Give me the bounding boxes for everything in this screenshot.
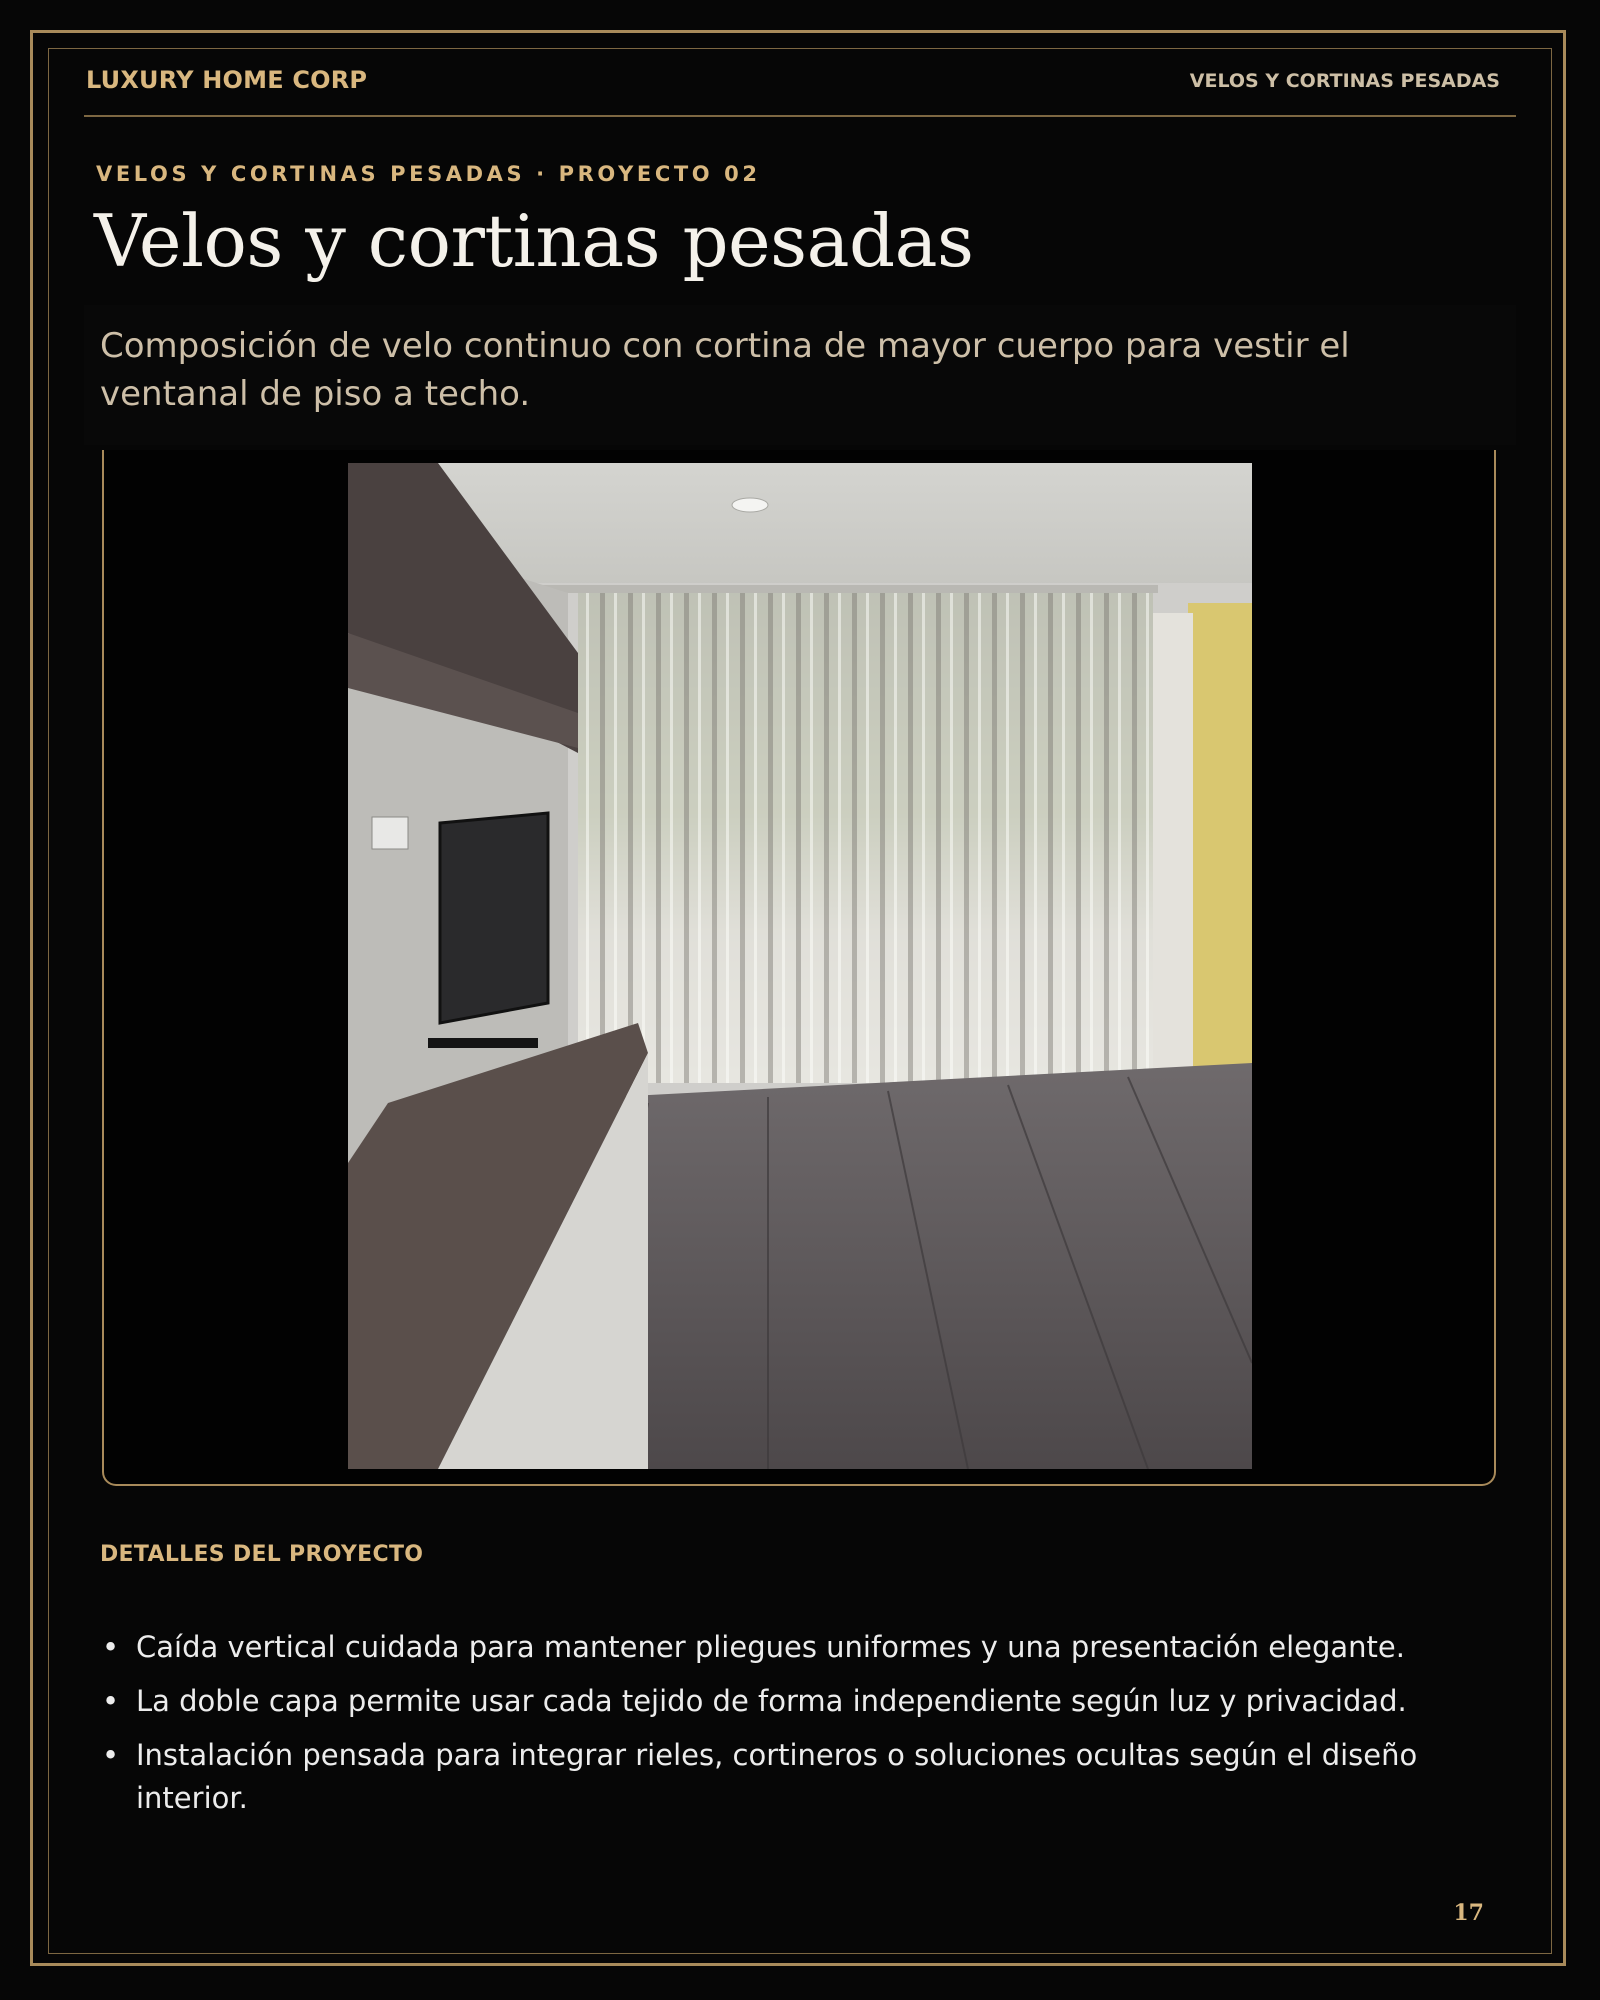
- eyebrow-label: VELOS Y CORTINAS PESADAS · PROYECTO 02: [96, 162, 761, 186]
- lead-description: Composición de velo continuo con cortina de mayor cuerpo para vestir el ventanal de piso a techo.: [100, 326, 1350, 414]
- bullet-icon: •: [102, 1738, 120, 1772]
- brand-name: LUXURY HOME CORP: [86, 66, 368, 94]
- page-number: 17: [1453, 1900, 1484, 1926]
- header-section-label: VELOS Y CORTINAS PESADAS: [1189, 70, 1500, 92]
- list-item: [100, 1626, 1460, 1669]
- header-divider: [84, 115, 1516, 117]
- list-item-text: Instalación pensada para integrar rieles, cortineros o soluciones ocultas según el diseño interior.: [136, 1738, 1418, 1815]
- list-item-text: Caída vertical cuidada para mantener pliegues uniformes y una presentación elegante.: [136, 1630, 1405, 1664]
- list-item: [100, 1680, 1460, 1723]
- bullet-icon: •: [102, 1684, 120, 1718]
- list-item-text: La doble capa permite usar cada tejido de forma independiente según luz y privacidad.: [136, 1684, 1407, 1718]
- details-list: [100, 1626, 1460, 1831]
- bullet-icon: •: [102, 1630, 120, 1664]
- project-photo: [348, 463, 1252, 1469]
- page-title: Velos y cortinas pesadas: [94, 199, 974, 283]
- details-heading: DETALLES DEL PROYECTO: [100, 1542, 424, 1567]
- list-item: [100, 1734, 1460, 1820]
- room-illustration: [348, 463, 1252, 1469]
